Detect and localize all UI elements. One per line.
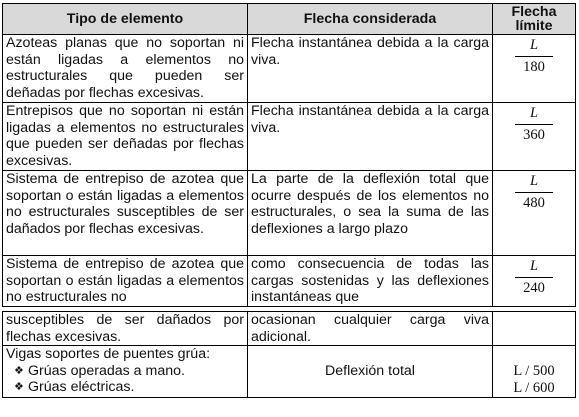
table-row	[3, 256, 576, 307]
deflection-limits-table	[2, 3, 576, 398]
crane-item	[6, 363, 244, 380]
element-cell: Sistema de entrepiso de azotea que soportan o están ligadas a elementos no estructurales no	[3, 256, 248, 307]
limit-numerator: L	[529, 37, 539, 53]
table-row	[3, 35, 576, 103]
header-element-type: Tipo de elemento	[3, 4, 248, 35]
element-cell	[3, 346, 248, 398]
deflection-cell: Flecha instantánea debida a la carga viva.	[248, 35, 493, 103]
header-limit-line1: Flecha	[511, 4, 557, 20]
limit-cell-empty	[493, 312, 576, 346]
limit-fraction	[515, 258, 553, 296]
diamond-bullet-icon: ❖	[14, 381, 24, 394]
limit-cell	[493, 35, 576, 103]
header-deflection: Flecha considerada	[248, 4, 493, 35]
deflection-cell: Flecha instantánea debida a la carga viva.	[248, 103, 493, 171]
limit-denominator: 360	[515, 124, 553, 144]
limit-value: L / 600	[513, 379, 555, 396]
table-row-cranes	[3, 346, 576, 398]
table-row	[3, 171, 576, 256]
deflection-cell: Deflexión total	[248, 346, 493, 398]
table-row	[3, 103, 576, 171]
limit-numerator: L	[529, 105, 539, 121]
limit-cell	[493, 103, 576, 171]
limit-denominator: 240	[515, 277, 553, 297]
limit-cell	[493, 346, 576, 398]
header-limit	[493, 4, 576, 35]
element-cell: Azoteas planas que no soportan ni están ligadas a elementos no estructurales que pueden ser deñadas por flechas excesivas.	[3, 35, 248, 103]
limit-fraction	[515, 173, 553, 211]
crane-item-label: Grúas eléctricas.	[28, 379, 135, 396]
element-cell: Entrepisos que no soportan ni están ligadas a elementos no estructurales que pueden ser deñadas por flechas excesivas.	[3, 103, 248, 171]
crane-item-label: Grúas operadas a mano.	[28, 362, 185, 379]
table-row-continuation	[3, 312, 576, 346]
limit-numerator: L	[529, 173, 539, 189]
element-cell: Sistema de entrepiso de azotea que soportan o están ligadas a elementos no estructurales susceptibles de ser dañados por flechas excesivas.	[3, 171, 248, 256]
crane-item	[6, 379, 244, 396]
limit-denominator: 180	[515, 56, 553, 76]
cranes-title: Vigas soportes de puentes grúa:	[6, 346, 211, 363]
element-cell: susceptibles de ser dañados por flechas excesivas.	[3, 312, 248, 346]
diamond-bullet-icon: ❖	[14, 364, 24, 377]
deflection-cell: ocasionan cualquier carga viva adicional.	[248, 312, 493, 346]
header-row	[3, 4, 576, 35]
header-limit-line2: límite	[515, 18, 553, 34]
limit-fraction	[515, 105, 553, 143]
limit-value: L / 500	[513, 363, 555, 379]
deflection-cell: La parte de la deflexión total que ocurre después de los elementos no estructurales, o sea la suma de las deflexiones a largo plazo	[248, 171, 493, 256]
limit-denominator: 480	[515, 192, 553, 212]
limit-cell	[493, 256, 576, 307]
deflection-cell: como consecuencia de todas las cargas sostenidas y las deflexiones instantáneas que	[248, 256, 493, 307]
limit-cell	[493, 171, 576, 256]
limit-numerator: L	[529, 258, 539, 274]
limit-fraction	[515, 37, 553, 75]
